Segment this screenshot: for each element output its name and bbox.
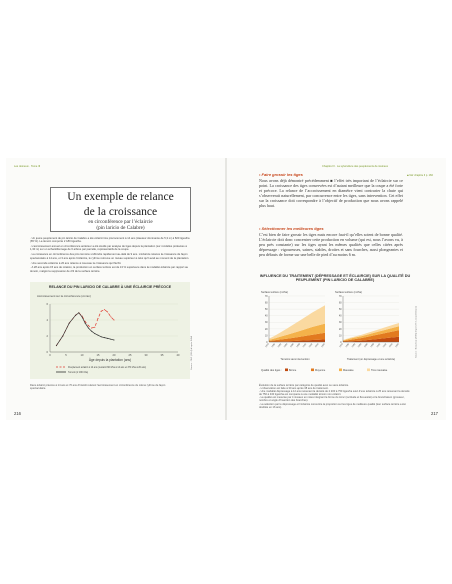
y-tick-label: 6 (46, 303, 48, 306)
section-heading-select: • Sélectionner les meilleures tiges (259, 226, 324, 231)
x-tick-label: 35 (160, 354, 164, 357)
panel-untreated-y-tick: 60 (264, 302, 268, 305)
x-tick-label: 25 (128, 354, 132, 357)
panel-untreated-x-tick: 1984 (283, 343, 289, 349)
running-head-left: Les résineux · Tome III (14, 165, 41, 168)
panel-treated-x-tick: 1996 (395, 343, 400, 349)
caption-line: - La qualité est mesurée par 4 niveaux en notes intégrant la forme du tronc (rectitude et flexuosité) et la branchaison (grosseur, nombre et angle d’insertion des branches). (259, 396, 405, 403)
legend-label: Mauvaise (343, 368, 354, 372)
panel-untreated-y-tick: 10 (264, 335, 268, 338)
data-point (85, 323, 86, 324)
panel-treated-x-tick: 1986 (364, 343, 369, 349)
panel2-title: Surface terrière (m²/ha) (335, 291, 362, 294)
panel-treated-y-tick: 50 (338, 309, 342, 312)
running-head-right: Chapitre III · La sylviculture des peuplements de résineux (322, 165, 389, 168)
caption-line: - L’observation est faite à 30 ans après 38 ans de traitement. (259, 387, 329, 391)
panel-treated-y-tick: 10 (338, 335, 342, 338)
data-point (56, 345, 57, 346)
chart-credit (413, 290, 418, 360)
growth-figure (30, 282, 190, 379)
y-tick-label: 4 (46, 319, 48, 322)
panel-untreated-x-tick: 1996 (321, 343, 326, 349)
panel-treated-x-tick: 1990 (376, 343, 382, 349)
data-point (88, 325, 89, 326)
subtitle-2: (pin laricio de Calabre) (96, 225, 145, 231)
panel-treated-y-tick: 70 (338, 295, 342, 298)
data-point (82, 316, 83, 317)
legend-thinned-label: Peuplement éclairci à 14 ans (restant 820 t/ha à 14 ans et 370 t/ha à 20 ans) (68, 367, 147, 369)
panel-treated-x-tick: 1994 (389, 343, 394, 349)
bullet-item: · Un jeune peuplement de pin laricio de Calabre a été éclairci très précocement à 14 ans (Hauteur dominante de 5,3 m) à 820 tiges/ha (65 %). La témoin comporte 2 180 tiges/ha. (30, 237, 190, 244)
data-point (101, 336, 102, 337)
book-spread (6, 158, 446, 420)
panel-treated-y-tick: 30 (338, 322, 342, 325)
legend-swatch (339, 369, 342, 372)
data-point (88, 328, 89, 329)
bullet-item: · L’accroissement annuel en circonférence antérieur a été étudié par analyse de tiges depuis la plantation (sur rondelles prélevées à 1,30 m) sur un échantillonnage de 6 arbres par parcelle, représentatifs de la coupe. (30, 245, 187, 252)
panel-treated-y-tick: 20 (338, 328, 342, 331)
figure-title: RELANCE DU PIN LARICIO DE CALABRE À UNE ÉCLAIRCIE PRÉCOCE (48, 285, 172, 289)
section-text-select: C’est bien de faire grossir les tiges mais encore faut-il qu’elles soient de bonne qualité. L’éclaircie doit donc concentrer cette production en volume (qui est, nous l’avons vu, à peu près constante) sur les tiges ayant les mêmes qualités que celles citées après dépressage : vigoureuses, saines, stables, droites et sans fourches, aussi plongeantes et peu défauts de forme sur une belle de pied d’au moins 6 m. (259, 232, 403, 258)
chart-caption (259, 384, 411, 409)
panel-untreated-x-tick: 1982 (277, 343, 283, 349)
bullet-item: · A 28 ans après 15 ans de rotation, la production en surface terrière est de 13 % supérieure dans la modalité éclaircie par rapport au témoin, malgré la suppression de 2/3 de la surface terrière. (30, 266, 189, 273)
data-point (94, 333, 95, 334)
legend-swatch (367, 369, 370, 372)
data-point (110, 316, 111, 317)
panel-untreated-x-tick: 1992 (308, 343, 314, 349)
panel-untreated-y-tick: 70 (264, 295, 268, 298)
panel-treated-y-tick: 40 (338, 315, 342, 318)
panel-untreated-x-tick: 1988 (296, 343, 301, 349)
data-point (104, 337, 105, 338)
quality-legend-label: Qualité des tiges : (261, 369, 282, 372)
page-number-right: 217 (431, 411, 438, 416)
panel-untreated-x-tick: 1994 (315, 343, 320, 349)
data-point (101, 311, 102, 312)
quality-area-charts (259, 282, 409, 380)
data-point (98, 335, 99, 336)
panel1-caption: Témoins sans intervention (280, 358, 310, 361)
x-tick-label: 20 (112, 354, 116, 357)
legend-control-label: Témoin (2 180 t/ha) (68, 372, 89, 374)
panel-treated-y-tick: 0 (340, 341, 342, 344)
figure-caption: Dans éclairci précoce à 14 ans et 70 ans d’intérêt relancé l’accroissement en circonférence du même rythme de façon spectaculaire. (30, 384, 166, 391)
margin-note: ■ Voir chapitre II p. 166 (407, 174, 433, 177)
figure-credit-text: Source : ONF (2014) d’après INRA (191, 336, 193, 370)
legend-label: Très mauvaise (371, 368, 388, 372)
right-page (227, 158, 446, 420)
panel-untreated-x-tick: 1978 (265, 343, 270, 349)
caption-line: - Une modalité dépressage à 12 ans ramenant la densité de 2 200 à 750 tiges/ha suivi d’une éclaircie à 25 ans ramenant la densité de 750 à 430 tiges/ha est comparée à une modalité témoin non éclairci. (259, 390, 410, 397)
data-point (114, 340, 115, 341)
data-point (91, 331, 92, 332)
section-heading-grow: • Faire grossir les tiges (259, 172, 303, 177)
title-line-1: Un exemple de relance (67, 190, 174, 203)
data-point (114, 320, 115, 321)
data-point (69, 323, 70, 324)
panel-treated-x-tick: 1988 (370, 343, 375, 349)
data-point (104, 309, 105, 310)
panel-untreated-y-tick: 40 (264, 315, 268, 318)
data-point (91, 328, 92, 329)
caption-line: Évolution de la surface terrière par catégorie de qualité avec ou sans éclaircie. (259, 384, 349, 387)
page-number-left: 216 (14, 411, 21, 416)
panel-untreated-y-tick: 0 (266, 341, 268, 344)
legend-label: Moyenne (315, 368, 326, 372)
panel-treated-y-tick: 60 (338, 302, 342, 305)
caption-line: - La sélection par le dépressage et l’éclaircie concentre la proportion sur les tiges de meilleure qualité (leur surface terrière a été doublée en 16 ans). (259, 402, 406, 409)
panel-treated-x-tick: 1984 (357, 343, 363, 349)
panel-treated-x-tick: 1982 (351, 343, 357, 349)
data-point (94, 327, 95, 328)
x-tick-label: 5 (65, 354, 67, 357)
series-line-control (56, 313, 114, 346)
data-point (75, 315, 76, 316)
y-tick-label: 2 (46, 335, 48, 338)
quality-chart-title: INFLUENCE DU TRAITEMENT (DÉPRESSAGE ET ÉCLAIRCIE) SUR LA QUALITÉ DU PEUPLEMENT (PIN LARICIO DE CALABRE) (259, 274, 411, 283)
title-line-2: de la croissance (83, 205, 158, 218)
figure-ylabel: Accroissement sur la circonférence (cm/an) (37, 294, 91, 298)
series-line-thinned (56, 310, 114, 346)
data-point (98, 318, 99, 319)
panel-untreated-x-tick: 1990 (302, 343, 308, 349)
bullet-item: · La croissance en circonférence des pins témoins s’effondre rapidement au-delà de 9 ans. L’éclaircie relance la croissance de façon spectaculaire à 14 ans, et 3 ans après l’éclaircie, le rythme retrouve un niveau supérieur à celui qu’il avait au moment de la plantation. (30, 253, 190, 260)
data-point (78, 312, 79, 313)
panel1-title: Surface terrière (m²/ha) (261, 291, 288, 294)
panel-untreated-y-tick: 50 (264, 309, 268, 312)
x-tick-label: 10 (80, 354, 84, 357)
data-point (110, 339, 111, 340)
bullet-list (30, 237, 190, 275)
panel2-caption: Traitement (un dépressage et une éclaircie) (346, 358, 396, 361)
panel-untreated-y-tick: 30 (264, 322, 268, 325)
x-tick-label: 0 (49, 354, 51, 357)
data-point (107, 312, 108, 313)
section-text-grow: Nous avons déjà démontré précédemment ■ l’effet très important de l’éclaircie sur ce point. La croissance des tiges conservées est d’autant meilleure que la coupe a été forte et précoce. La relance de l’accroissement en diamètre vient contrarier la chute qui s’observerait naturellement, par concurrence entre les tiges, sans intervention. Cet effet sur la croissance doit correspondre à l’objectif de production que nous avons rappelé plus haut. (259, 178, 403, 209)
x-tick-label: 30 (144, 354, 148, 357)
legend-swatch (311, 369, 314, 372)
y-tick-label: 0 (46, 351, 48, 354)
figure-credit (189, 312, 193, 372)
title-box (50, 187, 191, 232)
legend-swatch (285, 369, 288, 372)
data-point (107, 338, 108, 339)
panel-treated-x-tick: 1980 (345, 343, 350, 349)
legend-label: Bonne (289, 368, 297, 372)
bullet-item: · Une seconde éclaircie à 20 ans relance à nouveau la croissance qui fléchit. (30, 261, 122, 265)
subtitle: en circonférence par l’éclaircie (88, 219, 153, 225)
data-point (62, 336, 63, 337)
left-page (6, 158, 225, 420)
chart-credit-text: Source : Beaufeau (2005) d’après M. Leroy (Orléans) (415, 306, 418, 358)
panel-treated-x-tick: 1978 (339, 343, 344, 349)
growth-line-chart (30, 282, 190, 379)
x-tick-label: 15 (96, 354, 100, 357)
panel-treated-x-tick: 1992 (382, 343, 388, 349)
figure-xlabel: Âge depuis la plantation (ans) (88, 358, 132, 362)
x-tick-label: 40 (176, 354, 180, 357)
panel-untreated-y-tick: 20 (264, 328, 268, 331)
panel-untreated-x-tick: 1980 (271, 343, 276, 349)
panel-untreated-x-tick: 1986 (290, 343, 295, 349)
